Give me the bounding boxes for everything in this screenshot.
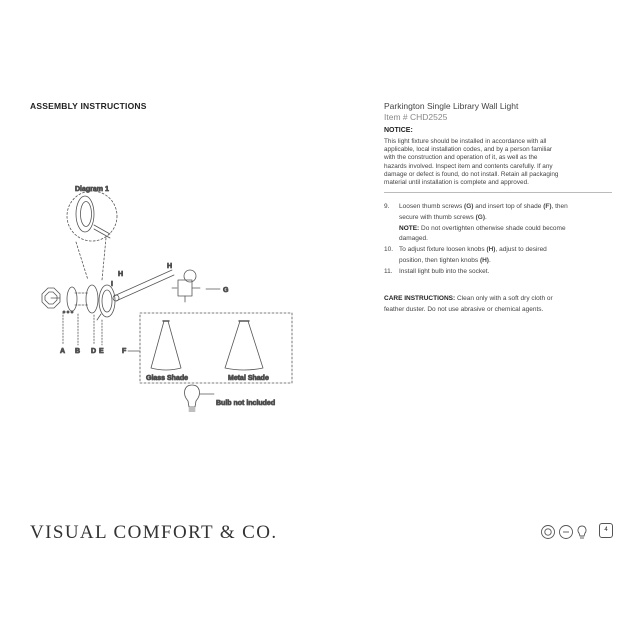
step-line [399, 256, 614, 267]
set-screw [97, 314, 101, 320]
page-number: 4 [599, 523, 613, 538]
notice-line: hazards involved. Inspect item and contents carefully. If any [384, 162, 553, 170]
label-a: A [60, 348, 66, 355]
step-line [399, 202, 614, 213]
metal-shade-drawing [225, 321, 263, 370]
diagram-title: Diagram 1 [75, 186, 109, 193]
step-number: 9. [384, 203, 390, 210]
label-i: I [111, 281, 113, 288]
notice-heading: NOTICE: [384, 127, 413, 134]
part-ref-f: (F) [543, 203, 552, 210]
step-text-run: . [488, 256, 491, 264]
etl-listed-icon-inner [545, 529, 551, 535]
notice-line: applicable, local installation codes, and by a person familiar [384, 146, 553, 154]
label-h-upper: H [167, 263, 173, 270]
notice-line: with the construction and operation of it, as well as the [384, 154, 538, 162]
arm-lower-line [116, 275, 174, 301]
product-title: Parkington Single Library Wall Light [384, 101, 519, 111]
step-9 [384, 202, 614, 245]
step-text-run: , adjust to desired [495, 246, 547, 254]
detail-pointer-line [76, 242, 88, 280]
label-g: G [223, 287, 229, 294]
glass-shade-label: Glass Shade [146, 375, 189, 382]
label-b: B [75, 348, 81, 355]
notice-line: material until installation is complete and approved. [384, 179, 529, 187]
part-ref-g: (G) [464, 203, 474, 210]
item-number: Item # CHD2525 [384, 112, 448, 122]
care-instructions [384, 293, 614, 315]
detail-arm-stub [94, 225, 110, 234]
label-d: D [91, 348, 97, 355]
step-number: 11. [384, 267, 393, 275]
led-bulb-icon [578, 526, 586, 536]
step-note [399, 224, 614, 235]
notice-line: This light fixture should be installed in accordance with all [384, 138, 547, 145]
care-line: feather duster. Do not use abrasive or chemical agents. [384, 306, 544, 313]
note-text: Do not overtighten otherwise shade could become [421, 224, 566, 232]
step-text [399, 202, 614, 245]
canopy-d [86, 285, 98, 313]
assembly-steps-list [384, 202, 614, 278]
detail-canopy-inner [81, 202, 92, 227]
shade-options-box [140, 313, 292, 383]
step-text-run: . [484, 213, 487, 221]
care-line [384, 293, 614, 304]
certification-icons [540, 524, 596, 540]
step-11 [384, 267, 614, 278]
socket-cup [178, 280, 192, 296]
step-text-run: and insert top of shade [473, 203, 544, 210]
step-text-run: secure with thumb screws [399, 213, 476, 221]
mounting-plate-b [67, 287, 77, 311]
brand-logo: VISUAL COMFORT & CO. [30, 522, 278, 543]
step-text-run: Loosen thumb screws [399, 203, 465, 210]
part-ref-g: (G) [475, 213, 485, 221]
step-text [399, 267, 614, 278]
part-ref-h: (H) [486, 246, 496, 254]
detail-arm-stub [94, 229, 110, 238]
step-note-cont: damaged. [399, 235, 428, 243]
wire-nut [67, 311, 69, 313]
step-text-run: , then [551, 203, 568, 210]
notice-line: damage or defect is found, do not install. Retain all packaging [384, 170, 559, 178]
label-f: F [122, 348, 127, 355]
bulb-label: Bulb not included [216, 400, 276, 407]
etl-listed-icon [542, 526, 555, 539]
backplate-e-inner [102, 290, 112, 312]
detail-pointer-line [102, 238, 106, 280]
step-text-run: To adjust fixture loosen knobs [399, 246, 487, 254]
note-label: NOTE: [399, 224, 420, 232]
step-line [399, 245, 614, 256]
step-line [399, 213, 614, 224]
label-h-lower: H [118, 271, 124, 278]
assembly-diagram [30, 180, 320, 420]
step-text-run: position, then tighten knobs [399, 256, 480, 264]
label-e: E [99, 348, 104, 355]
metal-shade-label: Metal Shade [228, 375, 269, 382]
bulb-icon [185, 385, 200, 407]
wire-nut [71, 311, 73, 313]
section-divider [384, 192, 612, 193]
step-number: 10. [384, 246, 394, 254]
step-10 [384, 245, 614, 267]
assembly-instructions-heading: ASSEMBLY INSTRUCTIONS [30, 101, 147, 111]
care-text: Clean only with a soft dry cloth or [455, 295, 553, 302]
care-label: CARE INSTRUCTIONS: [384, 295, 456, 302]
notice-body [384, 138, 612, 187]
part-ref-h: (H) [479, 256, 489, 264]
step-line: Install light bulb into the socket. [399, 267, 490, 275]
glass-shade-drawing [151, 321, 181, 370]
step-text [399, 245, 614, 267]
